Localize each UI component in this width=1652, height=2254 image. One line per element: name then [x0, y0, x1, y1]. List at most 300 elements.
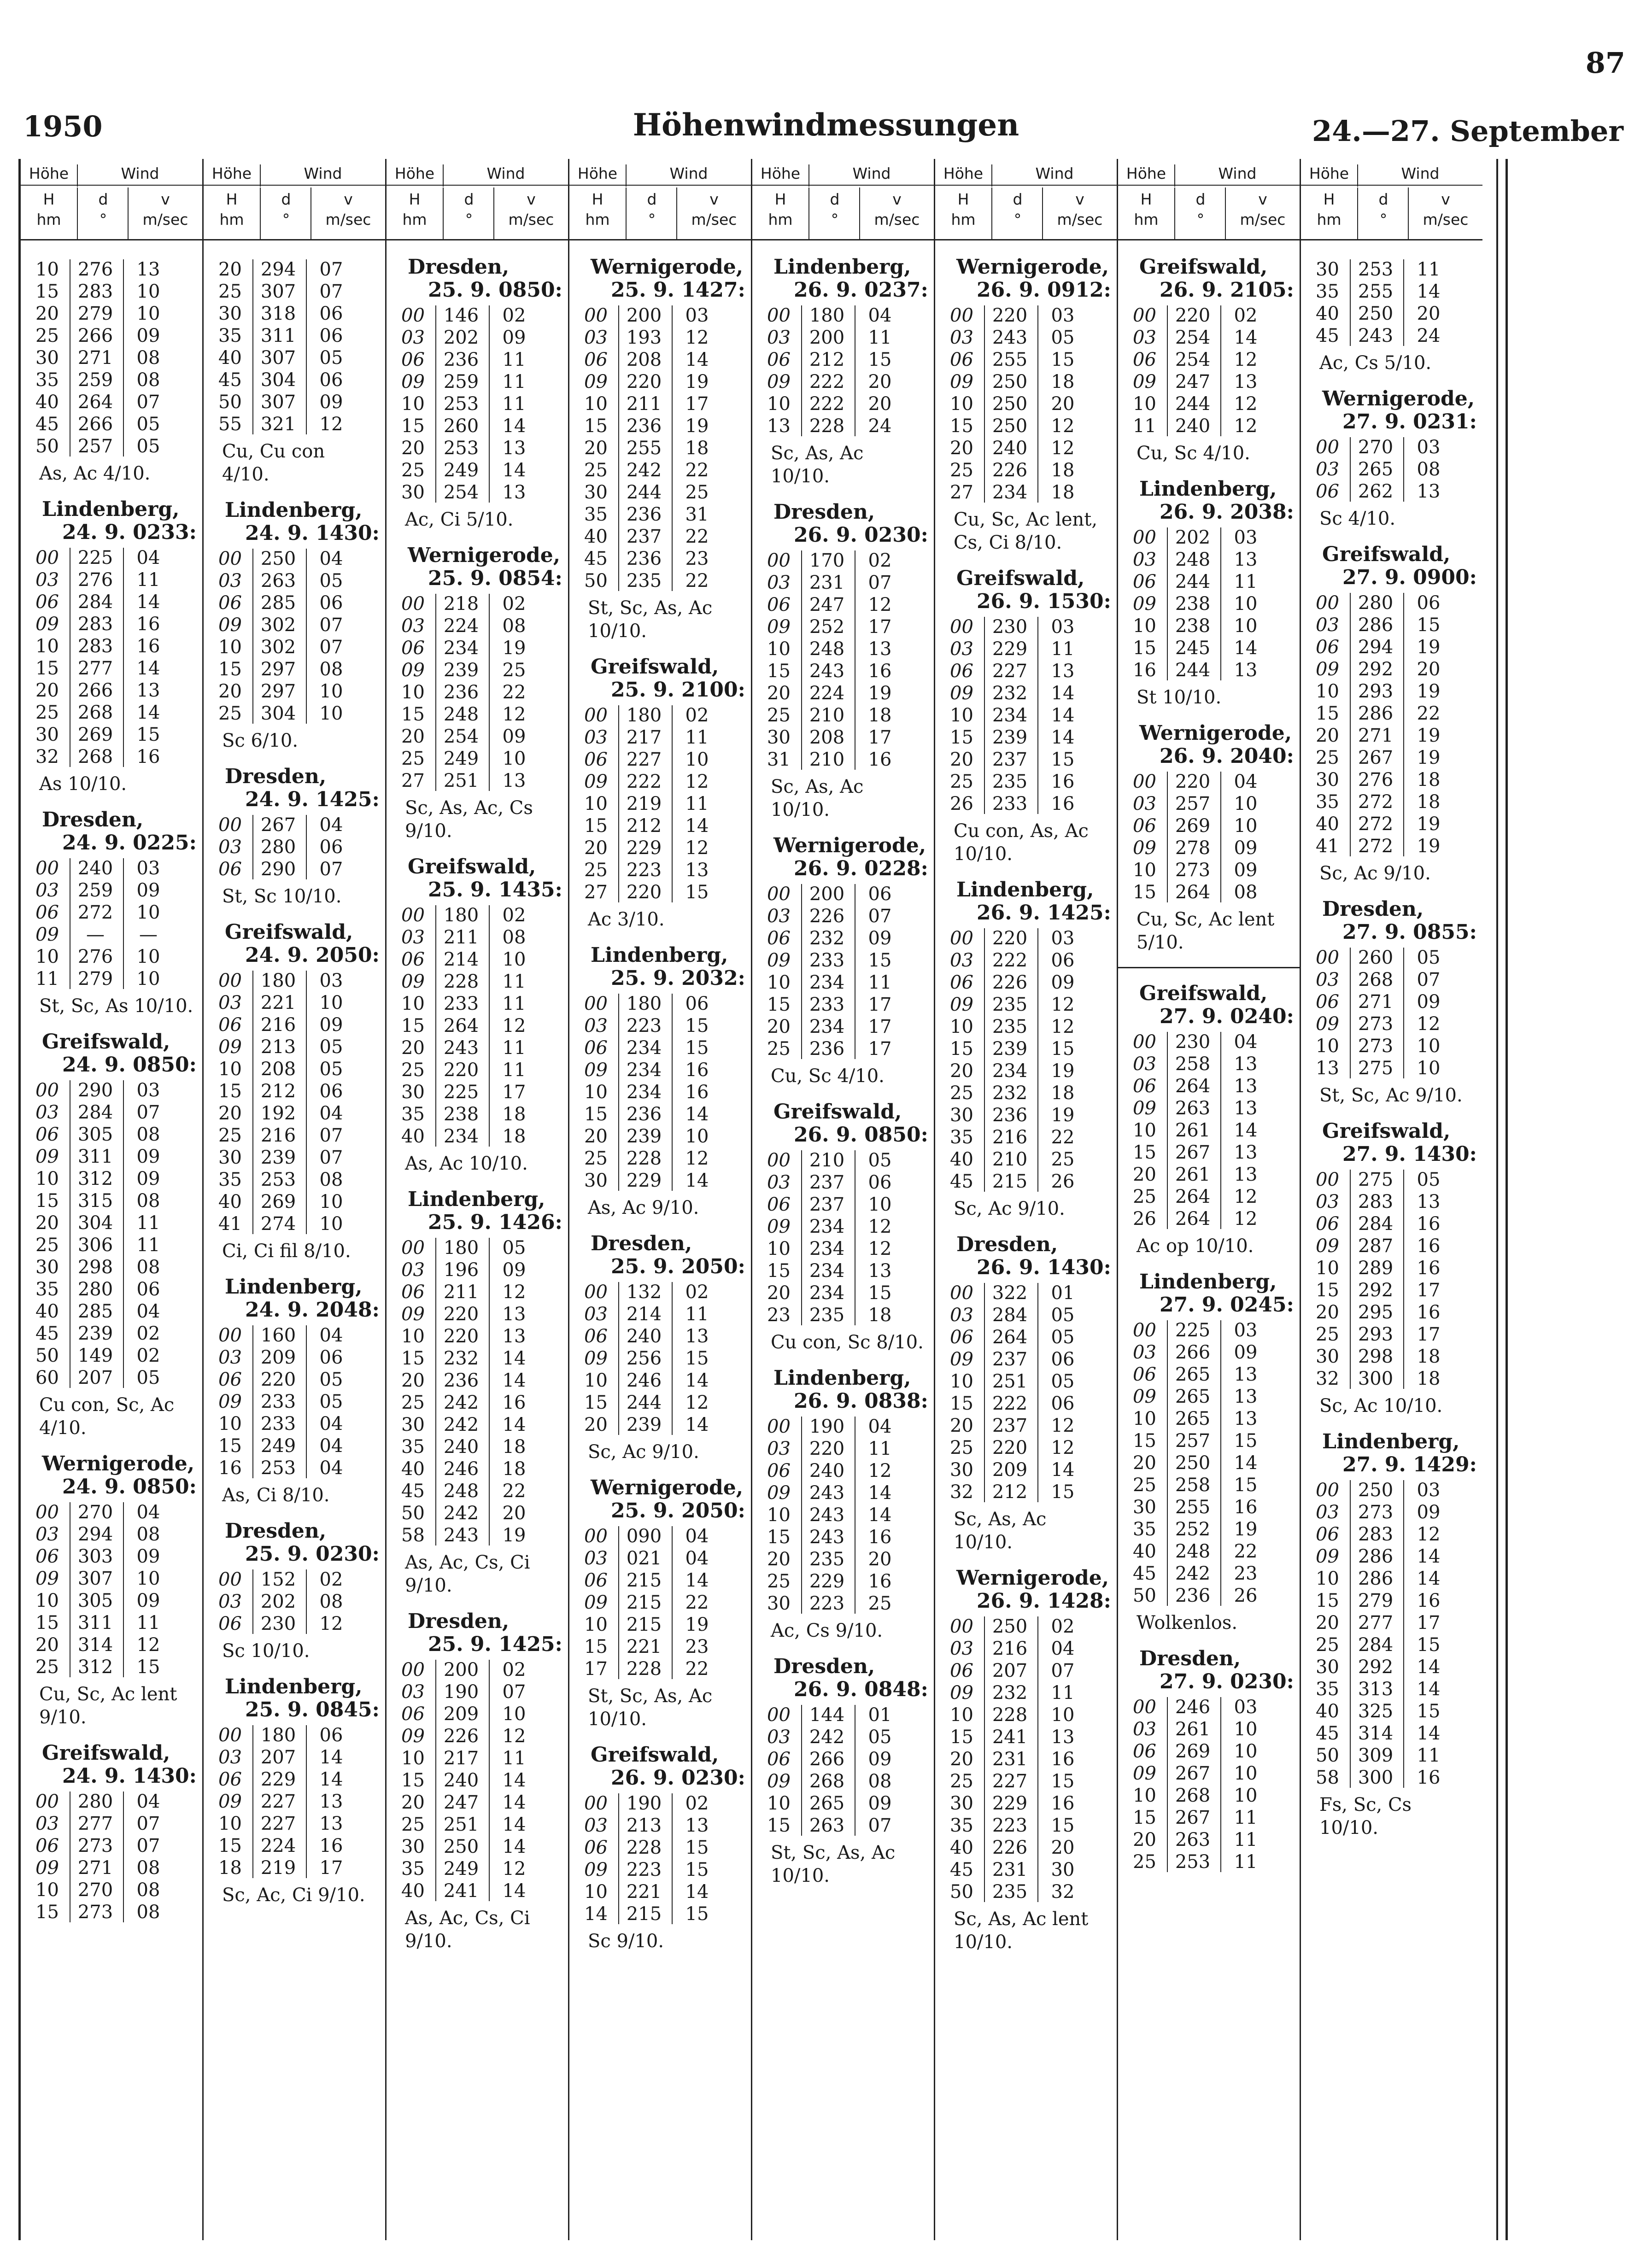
- height-cell: 35: [1316, 1679, 1339, 1700]
- speed-cell: 07: [319, 259, 343, 280]
- direction-cell: 236: [443, 349, 479, 370]
- direction-cell: 285: [260, 592, 296, 614]
- table-row: [752, 1216, 934, 1238]
- speed-cell: 08: [136, 1190, 160, 1212]
- speed-cell: 13: [1234, 1408, 1258, 1429]
- speed-cell: 24: [1417, 325, 1441, 346]
- direction-cell: 216: [260, 1125, 296, 1146]
- speed-cell: 13: [502, 482, 526, 503]
- speed-cell: 09: [136, 880, 160, 901]
- speed-cell: 06: [1051, 950, 1075, 971]
- direction-cell: 233: [809, 950, 845, 971]
- speed-cell: 11: [685, 727, 709, 748]
- speed-cell: 04: [136, 1791, 160, 1812]
- table-row: [21, 1101, 202, 1124]
- speed-cell: 17: [868, 994, 892, 1015]
- table-row: [569, 304, 751, 327]
- wind-rows: [204, 1724, 385, 1879]
- height-cell: 10: [767, 1238, 791, 1259]
- direction-cell: 229: [809, 1571, 845, 1592]
- column-header: [1301, 159, 1482, 242]
- direction-cell: 259: [77, 880, 113, 901]
- sounding-block: [204, 1675, 385, 1907]
- speed-cell: 13: [1417, 1191, 1441, 1212]
- table-row: [935, 371, 1117, 393]
- height-cell: 03: [218, 1747, 242, 1768]
- table-row: [1301, 947, 1482, 969]
- table-row: [1118, 1496, 1300, 1518]
- height-cell: 09: [218, 1391, 242, 1412]
- direction-cell: 239: [443, 660, 479, 681]
- table-row: [387, 1081, 568, 1103]
- direction-cell: 245: [1175, 638, 1211, 659]
- header-d: d °: [808, 187, 860, 239]
- speed-cell: 08: [136, 1902, 160, 1923]
- direction-cell: 267: [1175, 1763, 1211, 1784]
- height-cell: 13: [1316, 1058, 1339, 1079]
- cloud-remark: Cu, Sc, Ac lent 5/10.: [1136, 909, 1275, 953]
- speed-cell: 10: [319, 703, 343, 724]
- table-row: [569, 793, 751, 815]
- table-row: [1301, 458, 1482, 480]
- sounding-block: [204, 499, 385, 752]
- direction-cell: 294: [260, 259, 296, 280]
- direction-cell: 297: [260, 681, 296, 702]
- direction-cell: 248: [443, 704, 479, 725]
- speed-cell: 18: [1051, 482, 1075, 503]
- speed-cell: 18: [1051, 460, 1075, 481]
- table-row: [1301, 1523, 1482, 1546]
- table-row: [204, 658, 385, 680]
- height-cell: 30: [218, 303, 242, 324]
- sounding-block: [387, 1610, 568, 1953]
- cloud-remark: St, Sc, As 10/10.: [39, 995, 193, 1017]
- table-row: [1301, 1612, 1482, 1634]
- sounding-block: [1301, 898, 1482, 1107]
- table-row: [204, 369, 385, 391]
- table-row: [204, 1169, 385, 1191]
- speed-cell: 16: [136, 636, 160, 657]
- table-row: [1118, 571, 1300, 593]
- height-cell: 15: [1316, 1280, 1339, 1301]
- speed-cell: 16: [1051, 793, 1075, 814]
- sounding-block: [1118, 256, 1300, 465]
- table-row: [935, 1104, 1117, 1126]
- direction-cell: 314: [77, 1634, 113, 1656]
- speed-cell: 12: [502, 1282, 526, 1303]
- height-cell: 20: [35, 1212, 59, 1234]
- height-cell: 03: [584, 1815, 608, 1836]
- observation-time: 26. 9. 2105:: [1160, 278, 1294, 302]
- height-cell: 35: [1316, 281, 1339, 302]
- table-row: [204, 1147, 385, 1169]
- wind-rows: [1118, 304, 1300, 437]
- speed-cell: 19: [1051, 1060, 1075, 1082]
- table-row: [1118, 371, 1300, 393]
- speed-cell: 14: [685, 815, 709, 837]
- direction-cell: 248: [1175, 1541, 1211, 1562]
- table-row: [21, 1079, 202, 1101]
- height-cell: 09: [767, 371, 791, 392]
- height-cell: 00: [1316, 592, 1339, 614]
- direction-cell: 239: [626, 1414, 662, 1435]
- height-cell: 10: [218, 637, 242, 658]
- speed-cell: 04: [685, 1526, 709, 1547]
- speed-cell: 04: [319, 1103, 343, 1124]
- header-d: d °: [443, 187, 494, 239]
- table-row: [387, 1347, 568, 1370]
- speed-cell: 19: [685, 371, 709, 392]
- table-row: [569, 1370, 751, 1392]
- direction-cell: 210: [809, 705, 845, 726]
- speed-cell: 14: [1417, 1568, 1441, 1589]
- speed-cell: 13: [1234, 549, 1258, 570]
- direction-cell: 235: [992, 1016, 1028, 1037]
- cloud-remark: Sc 9/10.: [588, 1931, 664, 1952]
- wind-rows: [387, 904, 568, 1147]
- table-row: [1301, 1479, 1482, 1501]
- cloud-remark: Sc, As, Ac, Cs 9/10.: [405, 797, 533, 842]
- height-cell: 09: [401, 1304, 425, 1325]
- height-cell: 25: [1316, 1634, 1339, 1656]
- direction-cell: 234: [809, 1238, 845, 1259]
- speed-cell: 11: [136, 1212, 160, 1234]
- wind-rows: [1118, 1696, 1300, 1873]
- table-row: [935, 1815, 1117, 1837]
- table-row: [752, 1260, 934, 1282]
- table-row: [1118, 1164, 1300, 1186]
- wind-rows: [1118, 1031, 1300, 1230]
- speed-cell: 09: [502, 1259, 526, 1281]
- station-name: Dresden,: [956, 1233, 1058, 1256]
- height-cell: 09: [584, 1060, 608, 1081]
- wind-rows: [387, 593, 568, 792]
- height-cell: 27: [950, 482, 973, 503]
- height-cell: 20: [35, 1634, 59, 1656]
- direction-cell: 275: [1358, 1058, 1394, 1079]
- table-row: [1301, 1235, 1482, 1257]
- table-row: [935, 1282, 1117, 1304]
- speed-cell: 19: [1234, 1519, 1258, 1540]
- cloud-remark: Ac 3/10.: [588, 909, 665, 930]
- height-cell: 58: [401, 1525, 425, 1546]
- wind-rows: [935, 616, 1117, 815]
- header-h: H hm: [768, 190, 793, 228]
- cloud-remark: Sc, As, Ac lent 10/10.: [954, 1909, 1089, 1953]
- speed-cell: 22: [685, 1658, 709, 1680]
- height-cell: 25: [767, 1038, 791, 1060]
- direction-cell: 202: [443, 327, 479, 348]
- direction-cell: 226: [809, 906, 845, 927]
- direction-cell: 209: [992, 1459, 1028, 1481]
- speed-cell: 06: [868, 884, 892, 905]
- header-d: d °: [991, 187, 1043, 239]
- table-row: [752, 682, 934, 704]
- table-row: [569, 1547, 751, 1569]
- speed-cell: 15: [1051, 749, 1075, 770]
- speed-cell: 16: [1417, 1767, 1441, 1788]
- table-row: [1118, 793, 1300, 815]
- height-cell: 09: [1133, 1763, 1156, 1784]
- table-row: [1118, 615, 1300, 637]
- table-row: [1118, 1319, 1300, 1341]
- table-row: [387, 904, 568, 926]
- direction-cell: 247: [1175, 371, 1211, 392]
- height-cell: 15: [1133, 1142, 1156, 1163]
- height-cell: 00: [401, 593, 425, 615]
- table-row: [387, 1703, 568, 1725]
- speed-cell: 14: [319, 1769, 343, 1790]
- height-cell: 50: [218, 392, 242, 413]
- direction-cell: 180: [626, 705, 662, 726]
- table-row: [752, 1016, 934, 1038]
- direction-cell: 298: [77, 1257, 113, 1278]
- table-row: [21, 413, 202, 435]
- speed-cell: 17: [868, 727, 892, 748]
- direction-cell: 229: [626, 837, 662, 859]
- direction-cell: 284: [992, 1305, 1028, 1326]
- header-d: d °: [1174, 187, 1226, 239]
- table-row: [1301, 969, 1482, 991]
- speed-cell: 17: [319, 1857, 343, 1879]
- table-row: [569, 1347, 751, 1370]
- table-row: [387, 1769, 568, 1791]
- height-cell: 09: [401, 1726, 425, 1747]
- table-row: [21, 946, 202, 968]
- direction-cell: 263: [1175, 1098, 1211, 1119]
- direction-cell: 279: [77, 303, 113, 324]
- observation-time: 26. 9. 0838:: [794, 1389, 928, 1413]
- speed-cell: 19: [868, 683, 892, 704]
- table-row: [1301, 991, 1482, 1013]
- speed-cell: 09: [502, 726, 526, 747]
- speed-cell: 31: [685, 504, 709, 525]
- direction-cell: 258: [1175, 1054, 1211, 1075]
- direction-cell: 236: [626, 416, 662, 437]
- table-row: [1301, 480, 1482, 503]
- height-cell: 15: [584, 416, 608, 437]
- height-cell: 06: [1316, 637, 1339, 658]
- direction-cell: 213: [626, 1815, 662, 1836]
- table-column: [1118, 159, 1301, 2240]
- table-row: [1301, 1501, 1482, 1523]
- table-row: [752, 905, 934, 927]
- table-row: [1118, 1142, 1300, 1164]
- height-cell: 40: [1133, 1541, 1156, 1562]
- height-cell: 50: [584, 570, 608, 591]
- height-cell: 06: [401, 638, 425, 659]
- station-name: Greifswald,: [1139, 255, 1268, 279]
- direction-cell: 313: [1358, 1679, 1394, 1700]
- height-cell: 20: [218, 1103, 242, 1124]
- speed-cell: 11: [136, 569, 160, 591]
- direction-cell: 209: [260, 1347, 296, 1368]
- height-cell: 20: [950, 749, 973, 770]
- height-cell: 09: [767, 616, 791, 638]
- height-cell: 15: [1133, 1430, 1156, 1452]
- sounding-block: [1118, 982, 1300, 1258]
- table-row: [21, 1124, 202, 1146]
- observation-time: 25. 9. 0845:: [245, 1698, 380, 1721]
- table-row: [935, 1638, 1117, 1660]
- table-row: [752, 1438, 934, 1460]
- direction-cell: 224: [260, 1835, 296, 1856]
- height-cell: 03: [35, 1813, 59, 1834]
- direction-cell: 217: [443, 1748, 479, 1769]
- direction-cell: 208: [809, 727, 845, 748]
- column-body: [204, 256, 385, 1920]
- speed-cell: 15: [685, 1348, 709, 1369]
- speed-cell: 09: [868, 928, 892, 949]
- sounding-block: [935, 256, 1117, 554]
- table-row: [569, 1569, 751, 1592]
- table-row: [569, 349, 751, 371]
- height-cell: 35: [218, 325, 242, 346]
- table-row: [752, 550, 934, 572]
- table-row: [387, 1370, 568, 1392]
- direction-cell: 284: [77, 591, 113, 613]
- direction-cell: 263: [260, 570, 296, 591]
- observation-time: 26. 9. 0237:: [794, 278, 928, 302]
- table-row: [569, 1059, 751, 1081]
- page-title: Höhenwindmessungen: [633, 107, 1019, 143]
- height-cell: 10: [35, 1590, 59, 1611]
- cloud-remark: Cu, Sc 4/10.: [1136, 443, 1250, 464]
- direction-cell: 284: [1358, 1634, 1394, 1656]
- table-row: [1118, 1452, 1300, 1474]
- height-cell: 15: [35, 658, 59, 679]
- direction-cell: 240: [77, 858, 113, 879]
- direction-cell: 208: [626, 349, 662, 370]
- table-row: [1301, 436, 1482, 458]
- direction-cell: 265: [1175, 1386, 1211, 1407]
- wind-rows: [387, 304, 568, 503]
- height-cell: 10: [1316, 681, 1339, 702]
- direction-cell: 275: [1358, 1169, 1394, 1190]
- column-header: [204, 159, 385, 242]
- cloud-remark: As, Ci 8/10.: [222, 1485, 330, 1506]
- table-row: [387, 1414, 568, 1436]
- direction-cell: 227: [992, 1771, 1028, 1792]
- table-row: [204, 1835, 385, 1857]
- height-cell: 40: [950, 1837, 973, 1858]
- height-cell: 25: [1133, 1475, 1156, 1496]
- table-row: [21, 1300, 202, 1323]
- height-cell: 10: [1133, 615, 1156, 637]
- table-row: [569, 749, 751, 771]
- speed-cell: 03: [136, 858, 160, 879]
- height-cell: 09: [1316, 1235, 1339, 1257]
- speed-cell: 10: [868, 1194, 892, 1215]
- height-cell: 20: [584, 438, 608, 459]
- height-cell: 03: [950, 327, 973, 348]
- direction-cell: 249: [443, 748, 479, 769]
- height-cell: 32: [950, 1481, 973, 1503]
- table-row: [1301, 614, 1482, 636]
- speed-cell: 08: [136, 347, 160, 369]
- sounding-block: [1301, 1120, 1482, 1417]
- table-column: [935, 159, 1118, 2240]
- observation-time: 25. 9. 0850:: [428, 278, 562, 302]
- speed-cell: 13: [868, 1260, 892, 1282]
- direction-cell: 254: [443, 482, 479, 503]
- direction-cell: 305: [77, 1124, 113, 1145]
- direction-cell: 293: [1358, 1324, 1394, 1345]
- table-row: [387, 1015, 568, 1037]
- speed-cell: 18: [868, 705, 892, 726]
- header-h: H hm: [585, 190, 610, 228]
- speed-cell: 15: [1417, 1634, 1441, 1656]
- height-cell: 25: [401, 460, 425, 481]
- header-hoehe: Höhe: [394, 164, 435, 182]
- height-cell: 20: [950, 1060, 973, 1082]
- height-cell: 09: [1133, 371, 1156, 392]
- height-cell: 10: [584, 1881, 608, 1903]
- direction-cell: 234: [809, 972, 845, 993]
- speed-cell: 09: [502, 327, 526, 348]
- direction-cell: 220: [626, 882, 662, 903]
- station-name: Lindenberg,: [225, 1275, 363, 1299]
- table-row: [752, 883, 934, 905]
- table-row: [204, 413, 385, 435]
- height-cell: 10: [1316, 1258, 1339, 1279]
- header-v: v m/sec: [1408, 187, 1482, 239]
- station-name: Wernigerode,: [591, 255, 744, 279]
- height-cell: 06: [584, 1837, 608, 1858]
- table-row: [387, 1480, 568, 1502]
- speed-cell: 12: [502, 1015, 526, 1036]
- height-cell: 03: [950, 1638, 973, 1659]
- cloud-remark: Cu, Sc, Ac lent, Cs, Ci 8/10.: [954, 509, 1098, 553]
- height-cell: 25: [35, 1657, 59, 1678]
- table-row: [21, 1791, 202, 1813]
- table-row: [1118, 1585, 1300, 1607]
- height-cell: 58: [1316, 1767, 1339, 1788]
- observation-time: 27. 9. 0231:: [1342, 410, 1477, 433]
- speed-cell: 14: [502, 1880, 526, 1902]
- table-row: [387, 1303, 568, 1325]
- height-cell: 17: [584, 1658, 608, 1680]
- height-cell: 25: [950, 1083, 973, 1104]
- table-row: [1301, 1368, 1482, 1390]
- direction-cell: 264: [1175, 1076, 1211, 1097]
- table-row: [387, 304, 568, 327]
- height-cell: 00: [950, 305, 973, 326]
- cloud-remark: Sc, As, Ac 10/10.: [771, 443, 864, 487]
- table-row: [204, 1724, 385, 1746]
- direction-cell: 266: [77, 680, 113, 701]
- direction-cell: 258: [1175, 1475, 1211, 1496]
- observation-time: 27. 9. 0245:: [1160, 1293, 1294, 1317]
- height-cell: 06: [1133, 815, 1156, 837]
- height-cell: 03: [584, 1015, 608, 1036]
- table-row: [387, 726, 568, 748]
- height-cell: 25: [584, 860, 608, 881]
- sounding-block: [21, 1742, 202, 1923]
- observation-time: 27. 9. 0900:: [1342, 566, 1477, 589]
- height-cell: 35: [950, 1127, 973, 1148]
- speed-cell: 12: [136, 1634, 160, 1656]
- table-row: [935, 1770, 1117, 1792]
- direction-cell: 213: [260, 1036, 296, 1058]
- direction-cell: 144: [809, 1704, 845, 1726]
- sounding-block: [204, 765, 385, 908]
- table-row: [935, 1016, 1117, 1038]
- height-cell: 09: [218, 1036, 242, 1058]
- speed-cell: 02: [1051, 1616, 1075, 1637]
- observation-time: 27. 9. 0240:: [1160, 1005, 1294, 1028]
- speed-cell: 12: [1051, 1016, 1075, 1037]
